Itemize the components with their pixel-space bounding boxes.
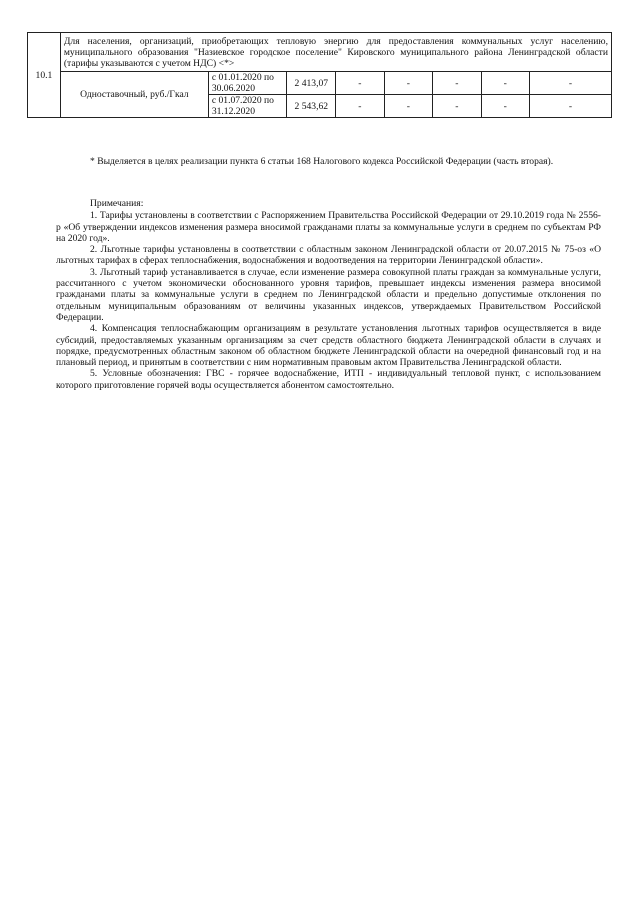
note-item: 3. Льготный тариф устанавливается в случае, если изменение размера совокупной платы граждан за коммунальные услуги, рассчитанного с учетом экономически обоснованного уровня тарифов, превышает индексы изменения размера вносимой гражданами платы за коммунальные услуги в среднем по Ленинградской области и предельно допустимые отклонения по отдельным муниципальным образованиям от величины указанных индексов, утверждаемых Правительством Российской Федерации. bbox=[56, 266, 601, 323]
value-cell: - bbox=[336, 72, 384, 95]
row-number: 10.1 bbox=[28, 33, 61, 118]
table-row bbox=[28, 72, 612, 95]
value-cell: - bbox=[481, 95, 529, 118]
price-cell: 2 543,62 bbox=[287, 95, 336, 118]
note-item: 5. Условные обозначения: ГВС - горячее водоснабжение, ИТП - индивидуальный тепловой пункт, с использованием которого приготовление горячей воды осуществляется абонентом самостоятельно. bbox=[56, 368, 601, 391]
value-cell: - bbox=[336, 95, 384, 118]
note-item: 1. Тарифы установлены в соответствии с Распоряжением Правительства Российской Федерации от 29.10.2019 года № 2556-р «Об утверждении индексов изменения размера вносимой гражданами платы за коммунальные услуги в среднем по субъектам РФ на 2020 год». bbox=[56, 210, 601, 244]
value-cell: - bbox=[433, 72, 481, 95]
tariff-description: Для населения, организаций, приобретающих тепловую энергию для предоставления коммунальных услуг населению, муниципального образования "Назиевское городское поселение" Кировского муниципального района Ленинградской области (тарифы указываются с учетом НДС) <*> bbox=[60, 33, 611, 72]
footnote: * Выделяется в целях реализации пункта 6 статьи 168 Налогового кодекса Российской Федерации (часть вторая). bbox=[90, 156, 554, 167]
note-item: 2. Льготные тарифы установлены в соответствии с областным законом Ленинградской области от 20.07.2015 № 75-оз «О льготных тарифах в сферах теплоснабжения, водоснабжения и водоотведения на территории Ленинградской области». bbox=[56, 244, 601, 267]
price-cell: 2 413,07 bbox=[287, 72, 336, 95]
value-cell: - bbox=[529, 95, 611, 118]
period-cell: с 01.01.2020 по 30.06.2020 bbox=[208, 72, 287, 95]
notes-section bbox=[56, 198, 601, 391]
note-item: 4. Компенсация теплоснабжающим организациям в результате установления льготных тарифов осуществляется в виде субсидий, предоставляемых указанным организациям за счет средств областного бюджета Ленинградской области в случаях и порядке, предусмотренных областным законом об областном бюджете Ленинградской области на очередной финансовый год и на плановый период, и принятым в соответствии с ним нормативным правовым актом Правительства Ленинградской области. bbox=[56, 323, 601, 369]
tariff-type: Одноставочный, руб./Гкал bbox=[60, 72, 208, 118]
notes-title: Примечания: bbox=[90, 198, 144, 209]
value-cell: - bbox=[481, 72, 529, 95]
value-cell: - bbox=[384, 95, 432, 118]
value-cell: - bbox=[433, 95, 481, 118]
table-row bbox=[28, 33, 612, 72]
value-cell: - bbox=[529, 72, 611, 95]
value-cell: - bbox=[384, 72, 432, 95]
tariff-table bbox=[27, 32, 612, 118]
period-cell: с 01.07.2020 по 31.12.2020 bbox=[208, 95, 287, 118]
